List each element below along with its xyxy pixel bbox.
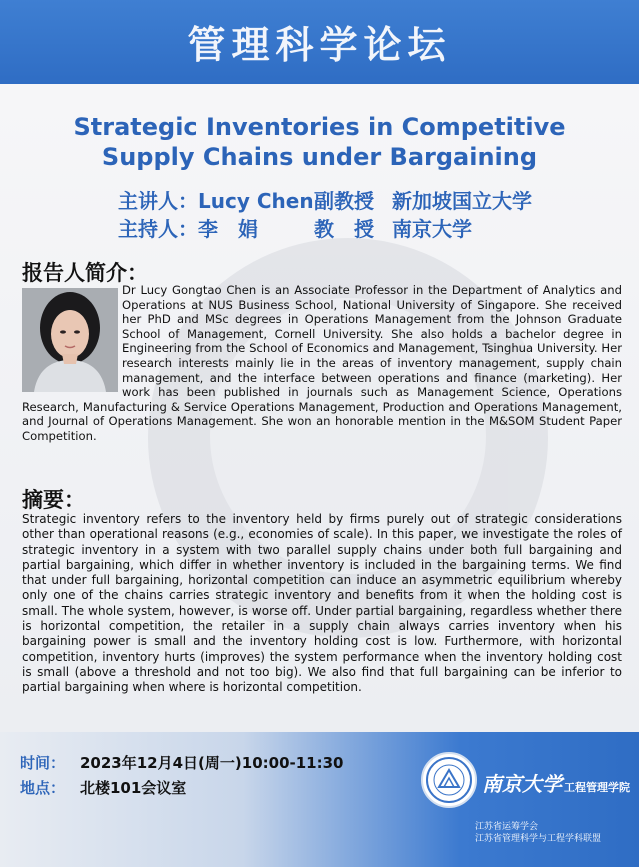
speaker-line [118,185,532,214]
talk-title-line-1: Strategic Inventories in Competitive [73,113,566,141]
speaker-affiliation: 新加坡国立大学 [392,189,532,213]
bio-text: Dr Lucy Gongtao Chen is an Associate Professor in the Department of Analytics and Operations at NUS Business School, National University of Singapore. She received her PhD and MSc degrees in Operations Management from the Johnson Graduate School of Management, Cornell University. She also holds a bachelor degree in Engineering from the School of Economics and Management, Tsinghua University. Her research interests mainly lie in the areas of inventory management, supply chain management, and the interface between operations and finance (marketing). Her work has been published in journals such as Management Science, Operations Research, Manufacturing & Service Operations Management, Production and Operations Management, and Journal of Operations Management. She won an honorable mention in the M&SOM Student Paper Competition. [22,283,622,443]
bio-paragraph [22,283,622,444]
university-logo-icon [421,752,477,808]
place-row [20,777,186,798]
talk-title [20,112,619,172]
abstract-heading: 摘要： [22,488,85,512]
speaker-position: 副教授 [314,189,374,213]
school-name: 工程管理学院 [564,781,630,794]
host-line [118,213,472,242]
logo-emblem-icon [423,754,475,806]
organizer-2: 江苏省管理科学与工程学科联盟 [475,834,602,844]
host-position: 教 授 [314,217,374,241]
university-script-name: 南京大学 [482,772,562,796]
abstract-paragraph: Strategic inventory refers to the inventory held by firms purely out of strategic considerations other than operational reasons (e.g., economies of scale). In this paper, we investigate the roles of strategic inventory in a system with two parallel supply chains under both full bargaining and partial bargaining, which differ in whether inventory is included in the bargaining terms. We find that under full bargaining, horizontal competition can induce an asymmetric equilibrium whereby only one of the chains carries strategic inventory and benefits from it when the holding cost is small. The whole system, however, is worse off. Under partial bargaining, regardless whether there is horizontal competition, the retailer in a supply chain always carries inventory when his bargaining power is small and the inventory holding cost is low. Furthermore, with horizontal competition, inventory hurts (improves) the system performance when the inventory holding cost is small (above a threshold and not too big). We also find that full bargaining can be inferior to partial bargaining when where is horizontal competition. [22,512,622,695]
school-logo-text [482,768,630,797]
place-label: 地点： [20,779,66,797]
host-name: 李 娟 [198,217,258,241]
photo-spacer [22,283,122,395]
time-label: 时间： [20,754,66,772]
header-banner [0,0,639,84]
forum-title: 管理科学论坛 [187,23,452,67]
host-affiliation: 南京大学 [392,217,472,241]
host-label: 主持人： [118,217,198,241]
speaker-label: 主讲人： [118,189,198,213]
organizer-1: 江苏省运筹学会 [475,822,539,832]
speaker-name: Lucy Chen [198,189,314,213]
time-row [20,752,344,773]
place-value: 北楼101会议室 [80,779,187,797]
talk-title-line-2: Supply Chains under Bargaining [101,143,538,171]
bio-heading: 报告人简介： [22,261,148,285]
time-value: 2023年12月4日(周一)10:00-11:30 [80,754,344,772]
